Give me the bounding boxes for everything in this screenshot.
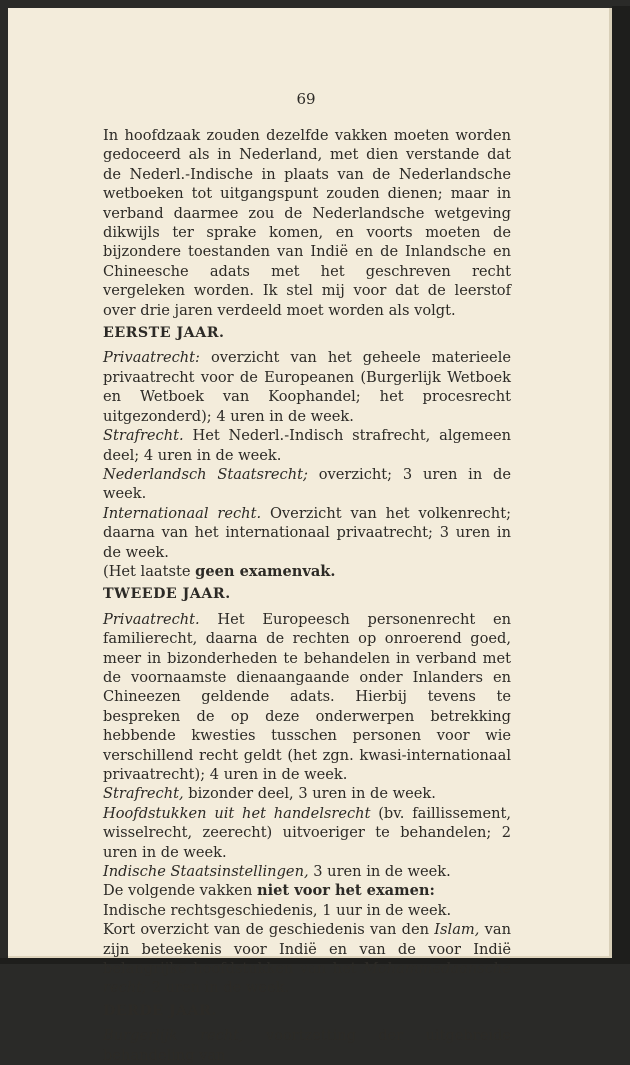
year3-item-1 xyxy=(103,1026,511,1065)
year1-item-2 xyxy=(103,426,511,465)
year1-item-1 xyxy=(103,348,511,426)
year2-item-2 xyxy=(103,784,511,803)
year2-item-4-text: 3 uren in de week. xyxy=(308,863,451,881)
year1-note-bold: geen examenvak. xyxy=(195,562,336,580)
year1-item-3-text: overzicht; 3 uren in de week. xyxy=(103,465,511,503)
scan-border-right xyxy=(612,6,630,964)
year1-item-2-title: Strafrecht. xyxy=(103,427,184,445)
year3-item-1-text: voortzetting der uitgebreide behandeling van xyxy=(103,1027,511,1064)
heading-year-2: TWEEDE JAAR. xyxy=(103,586,231,603)
year1-item-3 xyxy=(103,465,511,504)
nonexam-2-islam: Islam, xyxy=(434,921,480,939)
intro-paragraph: In hoofdzaak zouden dezelfde vakken moeten worden gedoceerd als in Nederland, met dien verstande dat de Nederl.-Indische in plaats van de Nederlandsche wetboeken tot uitgangspunt zouden dienen; maar in verband daarmee zou de Nederlandsche wetgeving dikwijls ter sprake komen, en voorts moeten de bijzondere toestanden van Indië en de Inlandsche en Chineesche adats met het geschreven recht vergeleken worden. Ik stel mij voor dat de leerstof over drie jaren verdeeld moet worden als volgt. xyxy=(103,127,511,319)
year1-note-text: (Het laatste xyxy=(103,562,196,580)
nonexam-2-mohamm: Mohammedaansche recht; xyxy=(103,960,511,997)
year2-nonexam-bold: niet voor het examen: xyxy=(256,882,435,900)
year1-item-1-title: Privaatrecht: xyxy=(103,349,200,367)
year2-nonexam-text: De volgende vakken xyxy=(103,882,257,900)
year2-item-1-text: Het Europeesch personenrecht en familierecht, daarna de rechten op onroerend goed, meer in bizonderheden te behandelen in verband met de voornaamste dienaangaande onder Inlanders en Chineezen geldende adats. Hierbij tevens te bespreken de op deze onderwerpen betrekking hebbende kwesties tusschen personen voor wie verschillend recht geldt (het zgn. kwasi-internationaal privaatrecht); 4 uren in de week. xyxy=(103,610,511,783)
body-text xyxy=(103,126,511,1065)
year2-item-3-text: (bv. faillissement, wisselrecht, zeerecht) uitvoeriger te behandelen; 2 uren in de week. xyxy=(103,804,511,861)
year2-item-1 xyxy=(103,610,511,785)
year2-item-1-title: Privaatrecht. xyxy=(103,610,200,628)
year1-note xyxy=(103,562,511,581)
year1-item-4 xyxy=(103,504,511,562)
nonexam-2-part-b: van zijn beteekenis voor Indië en van de voor Indië belangrijke hoofdstukken van het xyxy=(103,921,511,978)
year1-item-3-title: Nederlandsch Staatsrecht; xyxy=(103,465,308,483)
year2-nonexam-item-1: Indische rechtsgeschiedenis, 1 uur in de week. xyxy=(103,901,452,919)
year1-item-1-text: overzicht van het geheele materieele privaatrecht voor de Europeanen (Burgerlijk Wetboek en Wetboek van Koophandel; het procesrecht uitgezonderd); 4 uren in de week. xyxy=(103,349,511,425)
year2-item-4-title: Indische Staatsinstellingen, xyxy=(103,863,309,881)
year1-item-4-title: Internationaal recht. xyxy=(103,504,262,522)
nonexam-2-part-c: 2 uren in de week. xyxy=(146,979,290,997)
heading-year-1: EERSTE JAAR. xyxy=(103,325,225,342)
year1-item-2-text: Het Nederl.-Indisch strafrecht, algemeen deel; 4 uren in de week. xyxy=(103,427,511,464)
year2-item-3-title: Hoofdstukken uit het handelsrecht xyxy=(103,804,371,822)
nonexam-2-part-a: Kort overzicht van de geschiedenis van den xyxy=(103,921,435,939)
year2-item-2-text: bizonder deel, 3 uren in de week. xyxy=(183,785,436,803)
year2-item-2-title: Strafrecht, xyxy=(103,785,184,803)
heading-year-3: DERDE JAAR. xyxy=(103,1002,217,1019)
year2-nonexam-intro xyxy=(103,881,511,900)
year1-item-4-text: Overzicht van het volkenrecht; daarna van het internationaal privaatrecht; 3 uren in de week. xyxy=(103,504,511,561)
year2-item-3 xyxy=(103,804,511,862)
year2-item-4 xyxy=(103,862,511,881)
year3-item-1-title: Burgerlijk recht, xyxy=(103,1027,244,1045)
page-number: 69 xyxy=(296,90,316,108)
year2-nonexam-item-2 xyxy=(103,920,511,998)
